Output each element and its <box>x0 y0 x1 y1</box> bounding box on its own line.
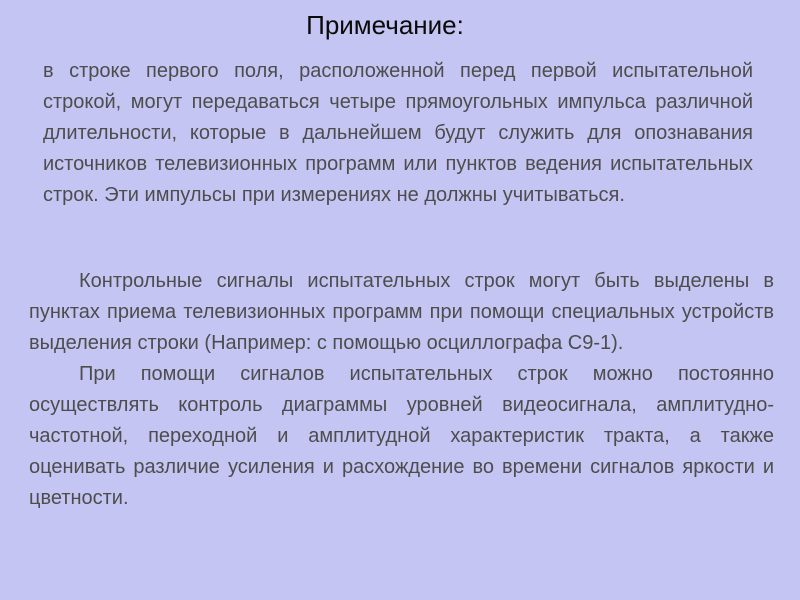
paragraph-test-lines-usage: При помощи сигналов испытательных строк можно постоянно осуществлять контроль диаграммы уровней видеосигнала, амплитудно-частотной, переходной и амплитудной характеристик тракта, а также оценивать различие усиления и расхождение во времени сигналов яркости и цветности. <box>29 363 774 509</box>
note-text: в строке первого поля, расположенной перед первой испытательной строкой, могут передаваться четыре прямоугольных импульса различной длительности, которые в дальнейшем будут служить для опознавания источников телевизионных программ или пунктов ведения испытательных строк. Эти импульсы при измерениях не должны учитываться. <box>43 60 753 206</box>
paragraph-control-signals: Контрольные сигналы испытательных строк могут быть выделены в пунктах приема телевизионных программ при помощи специальных устройств выделения строки (Например: с помощью осциллографа С9-1). <box>29 270 774 354</box>
slide-title: Примечание: <box>306 10 464 40</box>
body-text <box>29 266 774 514</box>
